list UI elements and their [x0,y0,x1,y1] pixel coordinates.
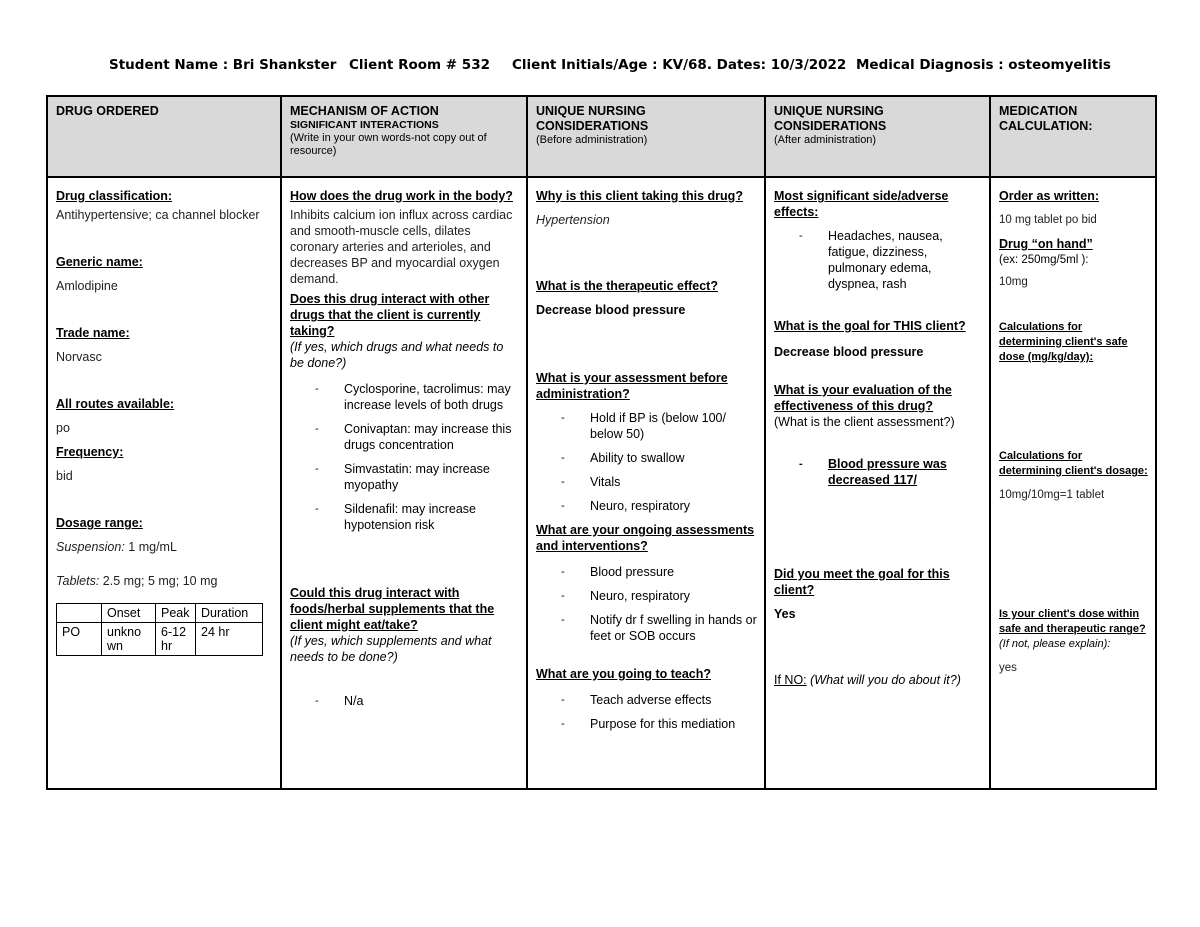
col-note: (After administration) [774,134,877,146]
range-question-block [999,607,1148,652]
pk-header-cell: Onset [102,604,156,623]
list-item: - Simvastatin: may increase myopathy [310,461,519,493]
routes-value: po [56,421,70,435]
suspension-label: Suspension: [56,540,125,554]
client-room: Client Room # 532 [349,57,490,73]
safe-dose-question: Calculations for determining client's safe dose (mg/kg/day): [999,321,1128,363]
col-after [765,96,990,177]
dosage-calc-answer: 10mg/10mg=1 tablet [999,489,1105,501]
mechanism-answer: Inhibits calcium ion influx across cardiac and smooth-muscle cells, dilates coronary arteries and arterioles, and decreases BP and myocardial oxygen demand. [290,208,513,286]
col-title: UNIQUE NURSING CONSIDERATIONS [536,104,649,133]
pk-cell: PO [57,623,102,656]
side-effects-question: Most significant side/adverse effects: [774,189,949,219]
routes-label: All routes available: [56,397,175,411]
list-item: - Teach adverse effects [556,692,757,708]
range-question: Is your client's dose within safe and therapeutic range? [999,608,1146,635]
col-mechanism [281,96,527,177]
range-note: (If not, please explain): [999,638,1111,650]
col-calculation [990,96,1156,177]
teaching-list [536,692,757,732]
therapeutic-effect-answer: Decrease blood pressure [536,303,686,317]
drug-interaction-question: Does this drug interact with other drugs that the client is currently taking? [290,292,490,338]
col-title: DRUG ORDERED [56,104,159,118]
col-subtitle: SIGNIFICANT INTERACTIONS [290,119,439,131]
on-hand-note: (ex: 250mg/5ml ): [999,254,1089,266]
trade-name-value: Norvasc [56,350,102,364]
food-interaction-note: (If yes, which supplements and what needs to be done?) [290,634,492,664]
order-answer: 10 mg tablet po bid [999,214,1097,226]
frequency-label: Frequency: [56,445,124,459]
interaction-list [290,381,519,533]
goal-question: What is the goal for THIS client? [774,319,966,333]
list-item: - Headaches, nausea, fatigue, dizziness, pulmonary edema, dyspnea, rash [794,228,982,292]
order-question: Order as written: [999,189,1100,203]
pk-cell: 6-12 hr [156,623,196,656]
tablet-dose [56,573,273,589]
tablets-value: 2.5 mg; 5 mg; 10 mg [99,574,218,588]
list-item: - Purpose for this mediation [556,716,757,732]
suspension-value: 1 mg/mL [124,540,177,554]
list-item: - Conivaptan: may increase this drugs concentration [310,421,519,453]
list-item: - Neuro, respiratory [556,498,757,514]
if-no-note: (What will you do about it?) [806,673,961,687]
drug-classification-label: Drug classification: [56,189,172,203]
range-answer: yes [999,662,1017,674]
trade-name-label: Trade name: [56,326,130,340]
drug-interaction-note: (If yes, which drugs and what needs to be done?) [290,340,504,370]
on-hand-question: Drug “on hand” [999,237,1093,251]
body-row [47,177,1156,789]
medical-diagnosis: Medical Diagnosis : osteomyelitis [856,57,1111,73]
reason-answer: Hypertension [536,213,610,227]
list-item: - Neuro, respiratory [556,588,757,604]
goal-met-question: Did you meet the goal for this client? [774,567,950,597]
col-note: (Write in your own words-not copy out of resource) [290,132,487,157]
generic-name-value: Amlodipine [56,279,118,293]
list-item: - Hold if BP is (below 100/ below 50) [556,410,757,442]
food-interaction-list [290,693,519,709]
assessment-list [536,410,757,514]
pk-data-row [57,623,263,656]
teaching-question: What are you going to teach? [536,667,712,681]
before-cell [527,177,765,789]
col-title: MEDICATION CALCULATION: [999,104,1093,133]
goal-met-answer: Yes [774,607,796,621]
pk-header-cell: Duration [196,604,263,623]
col-title: MECHANISM OF ACTION [290,104,439,118]
on-hand-answer: 10mg [999,276,1028,288]
therapeutic-effect-question: What is the therapeutic effect? [536,279,718,293]
col-title: UNIQUE NURSING CONSIDERATIONS [774,104,887,133]
drug-classification-value: Antihypertensive; ca channel blocker [56,208,260,222]
calculation-cell [990,177,1156,789]
list-item: - Vitals [556,474,757,490]
evaluation-list [774,456,982,488]
list-item: - Ability to swallow [556,450,757,466]
client-initials-dates: Client Initials/Age : KV/68. Dates: 10/3/2022 [512,57,847,73]
col-note: (Before administration) [536,134,648,146]
mechanism-cell [281,177,527,789]
drug-cell [47,177,281,789]
goal-answer: Decrease blood pressure [774,345,924,359]
pk-header-cell: Peak [156,604,196,623]
col-drug-ordered [47,96,281,177]
pk-cell: 24 hr [196,623,263,656]
if-no-prompt [774,672,982,688]
evaluation-question: What is your evaluation of the effectiveness of this drug? [774,383,952,413]
food-interaction-question: Could this drug interact with foods/herbal supplements that the client might eat/take? [290,586,495,632]
list-item: - N/a [310,693,519,709]
dosage-calc-question: Calculations for determining client's dosage: [999,450,1148,477]
list-item: - Cyclosporine, tacrolimus: may increase levels of both drugs [310,381,519,413]
drug-card-table [46,95,1157,790]
assessment-before-question: What is your assessment before administration? [536,371,728,401]
suspension-dose [56,539,273,555]
ongoing-list [536,564,757,644]
pk-header-row [57,604,263,623]
if-no-label: If NO: [774,673,807,687]
reason-question: Why is this client taking this drug? [536,189,743,203]
list-item: - Sildenafil: may increase hypotension risk [310,501,519,533]
col-before [527,96,765,177]
pk-cell: unkno wn [102,623,156,656]
generic-name-label: Generic name: [56,255,143,269]
pharmacokinetics-table [56,603,263,656]
header-row [47,96,1156,177]
mechanism-question: How does the drug work in the body? [290,189,513,203]
ongoing-assessment-question: What are your ongoing assessments and interventions? [536,523,755,553]
student-name: Student Name : Bri Shankster [109,57,337,73]
list-item: - Blood pressure [556,564,757,580]
dosage-range-label: Dosage range: [56,516,143,530]
list-item: - Notify dr f swelling in hands or feet or SOB occurs [556,612,757,644]
evaluation-note: (What is the client assessment?) [774,415,955,429]
tablets-label: Tablets: [56,574,100,588]
pk-header-cell [57,604,102,623]
list-item: - Blood pressure was decreased 117/ [794,456,982,488]
side-effects-list [774,228,982,292]
frequency-value: bid [56,469,73,483]
after-cell [765,177,990,789]
